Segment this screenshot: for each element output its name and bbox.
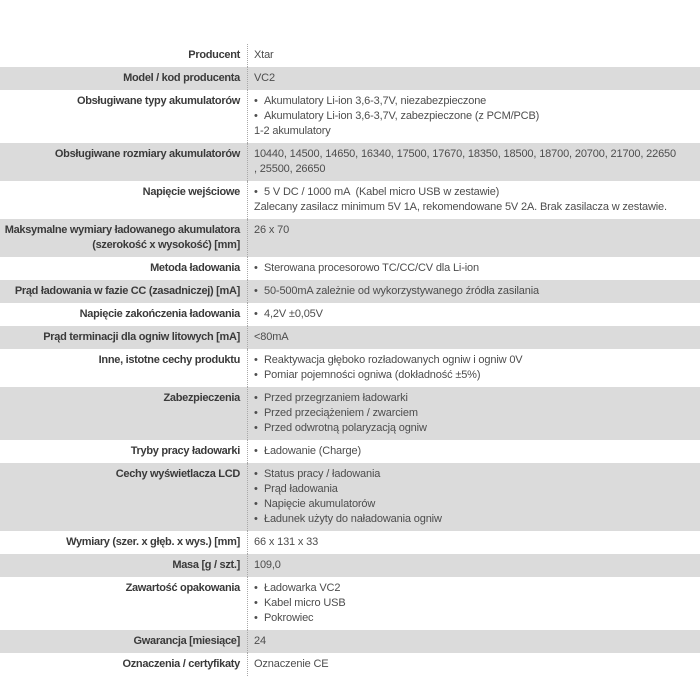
spec-value xyxy=(247,90,700,143)
spec-value xyxy=(247,181,700,219)
bullet-icon: • xyxy=(254,422,258,434)
spec-label: Napięcie zakończenia ładowania xyxy=(79,308,240,320)
product-spec-sheet xyxy=(0,44,700,676)
bullet-icon: • xyxy=(254,392,258,404)
bullet-icon: • xyxy=(254,612,258,624)
spec-value-bullet-item xyxy=(253,467,692,482)
bullet-icon: • xyxy=(254,354,258,366)
spec-label: Inne, istotne cechy produktu xyxy=(98,354,240,366)
spec-value xyxy=(247,143,700,181)
spec-value-bullet-item xyxy=(253,353,692,368)
spec-value xyxy=(247,440,700,463)
spec-label: Model / kod producenta xyxy=(123,72,240,84)
spec-value xyxy=(247,303,700,326)
bullet-icon: • xyxy=(254,110,258,122)
bullet-icon: • xyxy=(254,582,258,594)
spec-value-bullet-item xyxy=(253,482,692,497)
bullet-icon: • xyxy=(254,513,258,525)
bullet-icon: • xyxy=(254,407,258,419)
spec-value xyxy=(247,67,700,90)
spec-value xyxy=(247,653,700,676)
bullet-text: Prąd ładowania xyxy=(264,483,338,495)
bullet-text: Reaktywacja głęboko rozładowanych ogniw i ogniw 0V xyxy=(264,354,523,366)
bullet-icon: • xyxy=(254,186,258,198)
spec-value xyxy=(247,326,700,349)
spec-row xyxy=(0,630,700,653)
spec-value-bullet-item xyxy=(253,368,692,383)
spec-label: Gwarancja [miesiące] xyxy=(133,635,240,647)
spec-row xyxy=(0,463,700,531)
spec-label: Metoda ładowania xyxy=(150,262,240,274)
spec-row xyxy=(0,577,700,630)
spec-value xyxy=(247,531,700,554)
spec-value-text: 24 xyxy=(254,635,266,647)
bullet-text: Ładunek użyty do naładowania ogniw xyxy=(264,513,442,525)
spec-value xyxy=(247,257,700,280)
bullet-icon: • xyxy=(254,468,258,480)
spec-value-text: 109,0 xyxy=(254,559,281,571)
spec-value-bullet-item xyxy=(253,581,692,596)
spec-value xyxy=(247,44,700,67)
spec-value-bullet-item xyxy=(253,109,692,124)
spec-value-bullet-item xyxy=(253,307,692,322)
spec-row xyxy=(0,219,700,257)
bullet-text: Status pracy / ładowania xyxy=(264,468,381,480)
spec-label: Cechy wyświetlacza LCD xyxy=(115,468,240,480)
spec-value-bullet-item xyxy=(253,596,692,611)
spec-row xyxy=(0,257,700,280)
bullet-text: Ładowarka VC2 xyxy=(264,582,341,594)
spec-value xyxy=(247,349,700,387)
spec-label: Zabezpieczenia xyxy=(163,392,240,404)
spec-value-bullet-item xyxy=(253,611,692,626)
spec-row xyxy=(0,280,700,303)
spec-row xyxy=(0,554,700,577)
spec-value-text: Oznaczenie CE xyxy=(254,658,329,670)
spec-value-bullet-item xyxy=(253,406,692,421)
spec-value xyxy=(247,630,700,653)
spec-value-bullet-item xyxy=(253,94,692,109)
spec-value-bullet-item xyxy=(253,512,692,527)
spec-row xyxy=(0,326,700,349)
spec-label: Prąd ładowania w fazie CC (zasadniczej) [mA] xyxy=(14,285,240,297)
bullet-icon: • xyxy=(254,95,258,107)
bullet-text: Pomiar pojemności ogniwa (dokładność ±5%) xyxy=(264,369,481,381)
spec-label: Zawartość opakowania xyxy=(125,582,240,594)
bullet-text: Przed przeciążeniem / zwarciem xyxy=(264,407,418,419)
spec-row xyxy=(0,303,700,326)
spec-value xyxy=(247,219,700,257)
spec-label: Producent xyxy=(188,49,240,61)
spec-label: Maksymalne wymiary ładowanego akumulatora (szerokość x wysokość) [mm] xyxy=(4,224,240,251)
spec-value-text: <80mA xyxy=(254,331,289,343)
bullet-text: Akumulatory Li-ion 3,6-3,7V, niezabezpieczone xyxy=(264,95,487,107)
spec-label: Obsługiwane rozmiary akumulatorów xyxy=(54,148,240,160)
spec-row xyxy=(0,387,700,440)
bullet-text: 5 V DC / 1000 mA (Kabel micro USB w zestawie) xyxy=(264,186,500,198)
spec-table xyxy=(0,44,700,676)
spec-value-text: 1-2 akumulatory xyxy=(254,125,331,137)
bullet-icon: • xyxy=(254,445,258,457)
spec-row xyxy=(0,44,700,67)
bullet-icon: • xyxy=(254,597,258,609)
spec-value-bullet-item xyxy=(253,261,692,276)
spec-label: Wymiary (szer. x głęb. x wys.) [mm] xyxy=(66,536,240,548)
bullet-text: Przed przegrzaniem ładowarki xyxy=(264,392,408,404)
spec-row xyxy=(0,181,700,219)
spec-value-bullet-item xyxy=(253,284,692,299)
spec-value-text: 66 x 131 x 33 xyxy=(254,536,319,548)
bullet-icon: • xyxy=(254,285,258,297)
bullet-text: Pokrowiec xyxy=(264,612,314,624)
spec-row xyxy=(0,440,700,463)
bullet-icon: • xyxy=(254,483,258,495)
spec-row xyxy=(0,349,700,387)
spec-value-bullet-item xyxy=(253,421,692,436)
spec-value xyxy=(247,554,700,577)
spec-value-text: Xtar xyxy=(254,49,274,61)
spec-label: Napięcie wejściowe xyxy=(142,186,240,198)
spec-value-text: , 25500, 26650 xyxy=(254,163,326,175)
spec-value xyxy=(247,577,700,630)
spec-value-text: VC2 xyxy=(254,72,275,84)
spec-label: Masa [g / szt.] xyxy=(172,559,240,571)
bullet-text: Akumulatory Li-ion 3,6-3,7V, zabezpieczone (z PCM/PCB) xyxy=(264,110,540,122)
spec-value-bullet-item xyxy=(253,185,692,200)
spec-row xyxy=(0,653,700,676)
spec-label: Prąd terminacji dla ogniw litowych [mA] xyxy=(43,331,240,343)
spec-value-bullet-item xyxy=(253,444,692,459)
spec-row xyxy=(0,143,700,181)
spec-value-bullet-item xyxy=(253,391,692,406)
spec-value-text: Zalecany zasilacz minimum 5V 1A, rekomendowane 5V 2A. Brak zasilacza w zestawie. xyxy=(254,201,667,213)
spec-value-text: 26 x 70 xyxy=(254,224,290,236)
bullet-icon: • xyxy=(254,498,258,510)
spec-value xyxy=(247,280,700,303)
bullet-text: Sterowana procesorowo TC/CC/CV dla Li-ion xyxy=(264,262,479,274)
spec-row xyxy=(0,531,700,554)
spec-value xyxy=(247,463,700,531)
bullet-icon: • xyxy=(254,369,258,381)
bullet-text: Ładowanie (Charge) xyxy=(264,445,361,457)
bullet-text: Przed odwrotną polaryzacją ogniw xyxy=(264,422,427,434)
spec-value-text: 10440, 14500, 14650, 16340, 17500, 17670, 18350, 18500, 18700, 20700, 21700, 22650 xyxy=(254,148,676,160)
spec-value-bullet-item xyxy=(253,497,692,512)
spec-label: Tryby pracy ładowarki xyxy=(130,445,240,457)
bullet-text: Kabel micro USB xyxy=(264,597,346,609)
bullet-icon: • xyxy=(254,308,258,320)
spec-label: Obsługiwane typy akumulatorów xyxy=(76,95,240,107)
spec-value xyxy=(247,387,700,440)
spec-row xyxy=(0,67,700,90)
spec-row xyxy=(0,90,700,143)
bullet-text: 50-500mA zależnie od wykorzystywanego źródła zasilania xyxy=(264,285,539,297)
spec-label: Oznaczenia / certyfikaty xyxy=(122,658,240,670)
bullet-icon: • xyxy=(254,262,258,274)
bullet-text: 4,2V ±0,05V xyxy=(264,308,323,320)
bullet-text: Napięcie akumulatorów xyxy=(264,498,376,510)
